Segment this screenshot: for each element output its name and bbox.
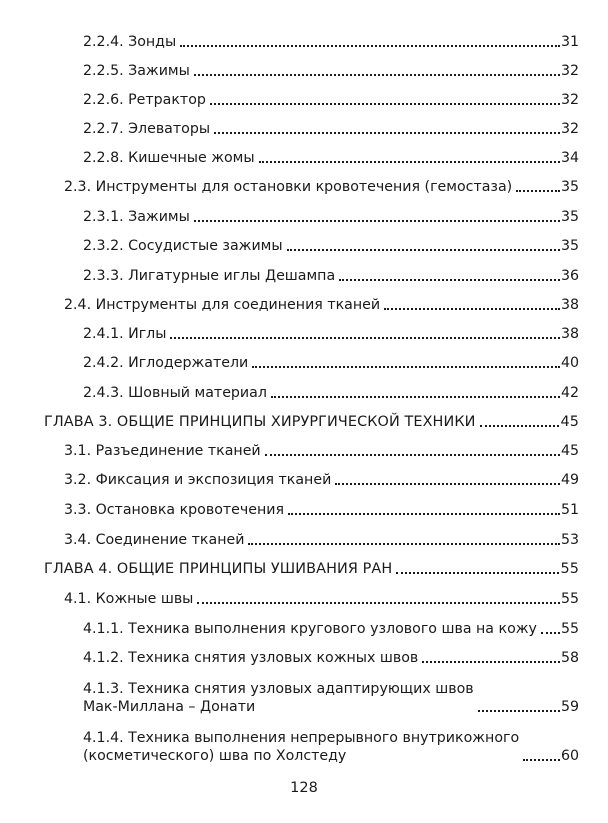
toc-entry-2-3-2[interactable]	[83, 237, 579, 255]
toc-entry-page: 42	[560, 385, 579, 401]
toc-entry-title-block	[83, 680, 474, 716]
toc-entry-3-3[interactable]	[64, 501, 579, 519]
toc-entry-page: 35	[560, 238, 579, 254]
toc-entry-page: 35	[560, 179, 579, 195]
toc-entry-title: 2.3.3. Лигатурные иглы Дешампа	[83, 268, 336, 284]
dot-leader	[248, 543, 560, 545]
toc-entry-page: 55	[560, 561, 579, 577]
toc-entry-page: 60	[560, 748, 579, 764]
toc-entry-title: 2.2.4. Зонды	[83, 34, 177, 50]
dot-leader	[335, 483, 560, 485]
toc-entry-title: 2.2.6. Ретрактор	[83, 92, 206, 108]
toc-entry-page: 32	[560, 63, 579, 79]
toc-entry-page: 49	[560, 472, 579, 488]
toc-entry-title: 2.2.5. Зажимы	[83, 63, 190, 79]
dot-leader	[384, 308, 560, 310]
toc-entry-title: 2.3. Инструменты для остановки кровотечения (гемостаза)	[64, 179, 513, 195]
toc-entry-title: 2.4. Инструменты для соединения тканей	[64, 297, 381, 313]
toc-entry-title: 2.4.1. Иглы	[83, 326, 167, 342]
toc-entry-title: 2.2.8. Кишечные жомы	[83, 150, 255, 166]
toc-entry-page: 58	[560, 650, 579, 666]
toc-entry-title: 2.4.2. Иглодержатели	[83, 355, 249, 371]
toc-entry-page: 59	[560, 699, 579, 715]
dot-leader	[422, 661, 560, 663]
dot-leader	[287, 249, 560, 251]
toc-entry-2-4-2[interactable]	[83, 354, 579, 372]
toc-entry-2-2-4[interactable]	[83, 33, 579, 51]
toc-entry-title: 2.2.7. Элеваторы	[83, 121, 211, 137]
toc-entry-title-block	[83, 729, 519, 765]
dot-leader	[523, 759, 560, 761]
toc-entry-title: 2.3.2. Сосудистые зажимы	[83, 238, 283, 254]
toc-entry-title: 3.2. Фиксация и экспозиция тканей	[64, 472, 332, 488]
toc-entry-page: 38	[560, 297, 579, 313]
toc-entry-title-line1: 4.1.3. Техника снятия узловых адаптирующих швов	[83, 681, 474, 697]
toc-entry-2-4[interactable]	[64, 296, 579, 314]
toc-entry-page: 34	[560, 150, 579, 166]
toc-entry-2-3[interactable]	[64, 178, 579, 196]
toc-entry-title: 4.1. Кожные швы	[64, 591, 194, 607]
toc-chapter-3[interactable]	[44, 413, 579, 431]
toc-entry-title-line2: Мак-Миллана – Донати	[83, 699, 256, 715]
dot-leader	[271, 396, 560, 398]
toc-entry-4-1-3[interactable]	[83, 680, 579, 716]
toc-entry-title: 4.1.2. Техника снятия узловых кожных швов	[83, 650, 419, 666]
toc-entry-2-2-7[interactable]	[83, 120, 579, 138]
toc-entry-page: 36	[560, 268, 579, 284]
toc-entry-title: 3.4. Соединение тканей	[64, 532, 245, 548]
dot-leader	[339, 279, 560, 281]
dot-leader	[480, 425, 560, 427]
toc-entry-2-2-5[interactable]	[83, 62, 579, 80]
toc-entry-4-1-4[interactable]	[83, 729, 579, 765]
dot-leader	[516, 190, 560, 192]
toc-entry-page: 35	[560, 209, 579, 225]
dot-leader	[214, 132, 560, 134]
toc-entry-title: 3.1. Разъединение тканей	[64, 443, 261, 459]
toc-chapter-4[interactable]	[44, 560, 579, 578]
toc-entry-title: 3.3. Остановка кровотечения	[64, 502, 285, 518]
toc-entry-page: 53	[560, 532, 579, 548]
toc-entry-page: 45	[560, 443, 579, 459]
toc-entry-title-line2: (косметического) шва по Холстеду	[83, 748, 347, 764]
toc-entry-3-4[interactable]	[64, 531, 579, 549]
dot-leader	[210, 103, 560, 105]
toc-entry-title: 2.4.3. Шовный материал	[83, 385, 267, 401]
dot-leader	[396, 572, 559, 574]
dot-leader	[197, 602, 560, 604]
dot-leader	[180, 45, 560, 47]
toc-entry-2-2-6[interactable]	[83, 91, 579, 109]
dot-leader	[252, 366, 560, 368]
dot-leader	[265, 454, 560, 456]
toc-entry-2-2-8[interactable]	[83, 149, 579, 167]
toc-entry-title: 4.1.1. Техника выполнения кругового узлового шва на кожу	[83, 621, 537, 637]
toc-entry-page: 38	[560, 326, 579, 342]
dot-leader	[194, 74, 560, 76]
dot-leader	[288, 513, 560, 515]
dot-leader	[478, 710, 560, 712]
toc-entry-page: 55	[560, 621, 579, 637]
toc-entry-page: 45	[560, 414, 579, 430]
toc-chapter-title: ГЛАВА 3. ОБЩИЕ ПРИНЦИПЫ ХИРУРГИЧЕСКОЙ ТЕХНИКИ	[44, 414, 476, 430]
dot-leader	[541, 632, 560, 634]
toc-entry-3-1[interactable]	[64, 442, 579, 460]
toc-entry-4-1[interactable]	[64, 590, 579, 608]
toc-entry-page: 32	[560, 121, 579, 137]
toc-entry-2-4-1[interactable]	[83, 325, 579, 343]
toc-entry-title: 2.3.1. Зажимы	[83, 209, 190, 225]
page-number: 128	[290, 780, 318, 796]
toc-entry-4-1-2[interactable]	[83, 649, 579, 667]
toc-entry-2-4-3[interactable]	[83, 384, 579, 402]
dot-leader	[194, 220, 560, 222]
toc-entry-3-2[interactable]	[64, 471, 579, 489]
toc-entry-page: 31	[560, 34, 579, 50]
dot-leader	[259, 161, 560, 163]
toc-entry-page: 40	[560, 355, 579, 371]
toc-entry-page: 51	[560, 502, 579, 518]
dot-leader	[170, 337, 559, 339]
toc-entry-2-3-3[interactable]	[83, 267, 579, 285]
toc-entry-page: 32	[560, 92, 579, 108]
toc-entry-title-line1: 4.1.4. Техника выполнения непрерывного внутрикожного	[83, 730, 520, 746]
toc-chapter-title: ГЛАВА 4. ОБЩИЕ ПРИНЦИПЫ УШИВАНИЯ РАН	[44, 561, 393, 577]
toc-entry-4-1-1[interactable]	[83, 620, 579, 638]
toc-entry-page: 55	[560, 591, 579, 607]
toc-entry-2-3-1[interactable]	[83, 208, 579, 226]
